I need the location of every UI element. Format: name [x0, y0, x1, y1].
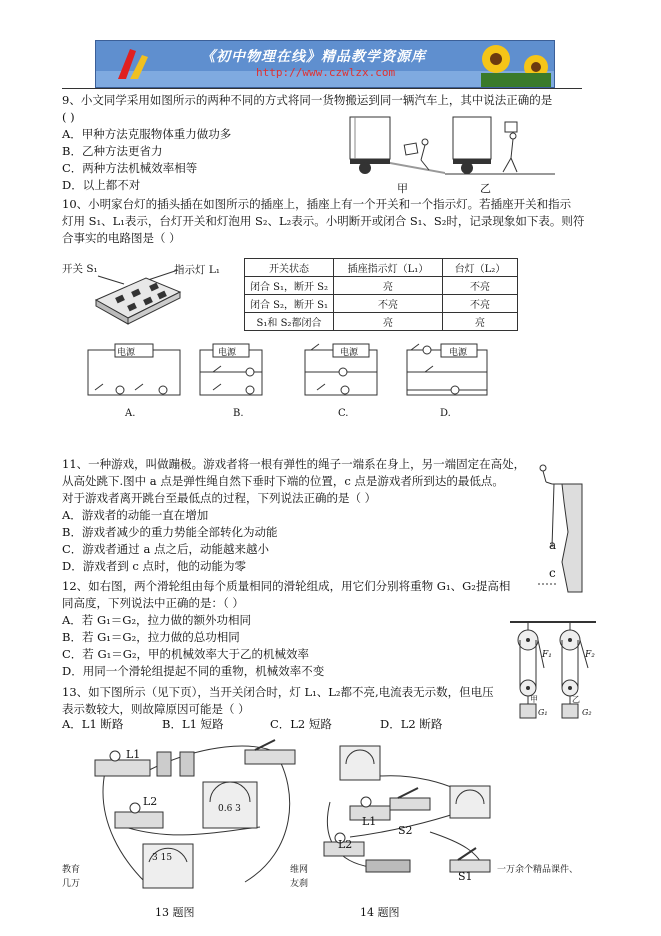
- circuit-source-label: 电源: [218, 348, 237, 358]
- pulley-g2-label: G₂: [582, 708, 592, 717]
- table-cell: 亮: [334, 277, 443, 295]
- q11-stem: 11、一种游戏，叫做蹦极。游戏者将一根有弹性的绳子一端系在身上，另一端固定在高处，: [62, 457, 526, 471]
- q12-option: D．用同一个滑轮组提起不同的重物，机械效率不变: [62, 664, 325, 678]
- q13-stem: 13、如下图所示（见下页），当开关闭合时，灯 L₁、L₂都不亮,电流表无示数，但电压: [62, 685, 494, 699]
- q9-option: C．两种方法机械效率相等: [62, 161, 198, 175]
- q9-label-yi: 乙: [480, 182, 491, 195]
- fig13-l2-label: L2: [143, 795, 158, 808]
- circuit-d[interactable]: [407, 344, 487, 395]
- fig14-s1-label: S1: [458, 870, 473, 883]
- table-cell: 亮: [443, 313, 518, 331]
- table-row: [245, 277, 518, 295]
- table-cell: 不亮: [443, 277, 518, 295]
- bungee-point-a: a: [549, 538, 557, 552]
- q13-option: C．L2 短路: [270, 717, 332, 731]
- q9-figure: [345, 112, 560, 178]
- fig13-voltmeter-scale: 3 15: [152, 853, 173, 863]
- circuit-source-label: 电源: [117, 348, 136, 358]
- q12-stem: 12、如右图，两个滑轮组由每个质量相同的滑轮组成，用它们分别将重物 G₁、G₂提高相: [62, 579, 511, 593]
- footer-text: 友刹: [290, 879, 309, 889]
- pulley-yi-label: 乙: [572, 695, 580, 704]
- q11-option: A．游戏者的动能一直在增加: [62, 508, 209, 522]
- q10-stem: 10、小明家台灯的插头插在如图所示的插座上，插座上有一个开关和一个指示灯。若插座开关和指示: [62, 197, 572, 211]
- socket-lamp-label: 指示灯 L₁: [174, 264, 221, 276]
- q10-stem: 灯用 S₁、L₁表示，台灯开关和灯泡用 S₂、L₂表示。小明断开或闭合 S₁、S₂时，记录现象如下表。则符: [62, 214, 585, 228]
- q9-option: A．甲种方法克服物体重力做功多: [62, 127, 232, 141]
- fig14-caption: 14 题图: [360, 906, 400, 919]
- q12-stem: 同高度，下列说法中正确的是：（ ）: [62, 596, 244, 610]
- q9-option: B．乙种方法更省力: [62, 144, 163, 158]
- socket-figure: [88, 270, 188, 330]
- table-header-cell: 开关状态: [245, 259, 334, 277]
- q13-option: A．L1 断路: [62, 717, 124, 731]
- bungee-point-c: c: [549, 566, 556, 580]
- footer-text: 一万余个精品课件、: [497, 865, 579, 875]
- circuit-source-label: 电源: [340, 348, 359, 358]
- footer-text: 教育: [62, 865, 81, 875]
- table-row: [245, 259, 518, 277]
- circuit-letter: C.: [338, 408, 349, 419]
- bungee-figure: [528, 462, 588, 594]
- banner-title: 《初中物理在线》精品教学资源库: [201, 49, 426, 65]
- table-header-cell: 台灯（L₂）: [443, 259, 518, 277]
- table-cell: S₁和 S₂都闭合: [245, 313, 334, 331]
- table-cell: 不亮: [443, 295, 518, 313]
- fig13-caption: 13 题图: [155, 906, 195, 919]
- q11-option: B．游戏者减少的重力势能全部转化为动能: [62, 525, 278, 539]
- fig14-l2-label: L2: [338, 838, 353, 851]
- q13-option: D．L2 断路: [380, 717, 443, 731]
- circuit-letter: D.: [440, 408, 451, 419]
- fig14-l1-label: L1: [362, 815, 377, 828]
- table-cell: 不亮: [334, 295, 443, 313]
- socket-switch-label: 开关 S₁: [62, 263, 98, 275]
- q10-state-table: [244, 258, 518, 331]
- pulley-g1-label: G₁: [538, 708, 548, 717]
- q9-option: D．以上都不对: [62, 178, 141, 192]
- table-row: [245, 313, 518, 331]
- pulley-jia-label: 甲: [530, 695, 538, 704]
- header-rule: [62, 88, 582, 89]
- q11-option: C．游戏者通过 a 点之后，动能越来越小: [62, 542, 269, 556]
- q12-option: B．若 G₁＝G₂，拉力做的总功相同: [62, 630, 240, 644]
- q9-stem: ( ): [62, 110, 75, 124]
- footer-text: 维网: [290, 865, 309, 875]
- q11-option: D．游戏者到 c 点时，他的动能为零: [62, 559, 246, 573]
- header-banner: [95, 40, 555, 88]
- q12-option: C．若 G₁＝G₂，甲的机械效率大于乙的机械效率: [62, 647, 310, 661]
- table-cell: 闭合 S₁，断开 S₂: [245, 277, 334, 295]
- fig13-ammeter-scale: 0.6 3: [218, 804, 241, 814]
- q11-stem: 对于游戏者离开跳台至最低点的过程，下列说法正确的是（ ）: [62, 491, 377, 505]
- table-cell: 闭合 S₂，断开 S₁: [245, 295, 334, 313]
- banner-url[interactable]: http://www.czwlzx.com: [256, 66, 396, 79]
- footer-text: 几万: [62, 879, 81, 889]
- q12-option: A．若 G₁＝G₂，拉力做的额外功相同: [62, 613, 252, 627]
- fig14-s2-label: S2: [398, 824, 413, 837]
- circuit-source-label: 电源: [449, 348, 468, 358]
- q9-label-jia: 甲: [397, 182, 408, 195]
- table-row: [245, 295, 518, 313]
- q10-stem: 合事实的电路图是（ ）: [62, 231, 181, 245]
- circuit-letter: A.: [125, 408, 136, 419]
- q9-stem: 9、小文同学采用如图所示的两种不同的方式将同一货物搬运到同一辆汽车上，其中说法正确的是: [62, 93, 553, 107]
- table-header-cell: 插座指示灯（L₁）: [334, 259, 443, 277]
- q13-option: B．L1 短路: [162, 717, 224, 731]
- table-cell: 亮: [334, 313, 443, 331]
- q11-stem: 从高处跳下.图中 a 点是弹性绳自然下垂时下端的位置，c 点是游戏者所到达的最低点。: [62, 474, 504, 488]
- q13-stem: 表示数较大，则故障原因可能是（ ）: [62, 702, 250, 716]
- pulley-f2-label: F₂: [585, 650, 595, 660]
- fig13-circuit: [85, 732, 305, 900]
- fig13-l1-label: L1: [126, 748, 141, 761]
- pulley-f1-label: F₁: [542, 650, 552, 660]
- circuit-letter: B.: [233, 408, 244, 419]
